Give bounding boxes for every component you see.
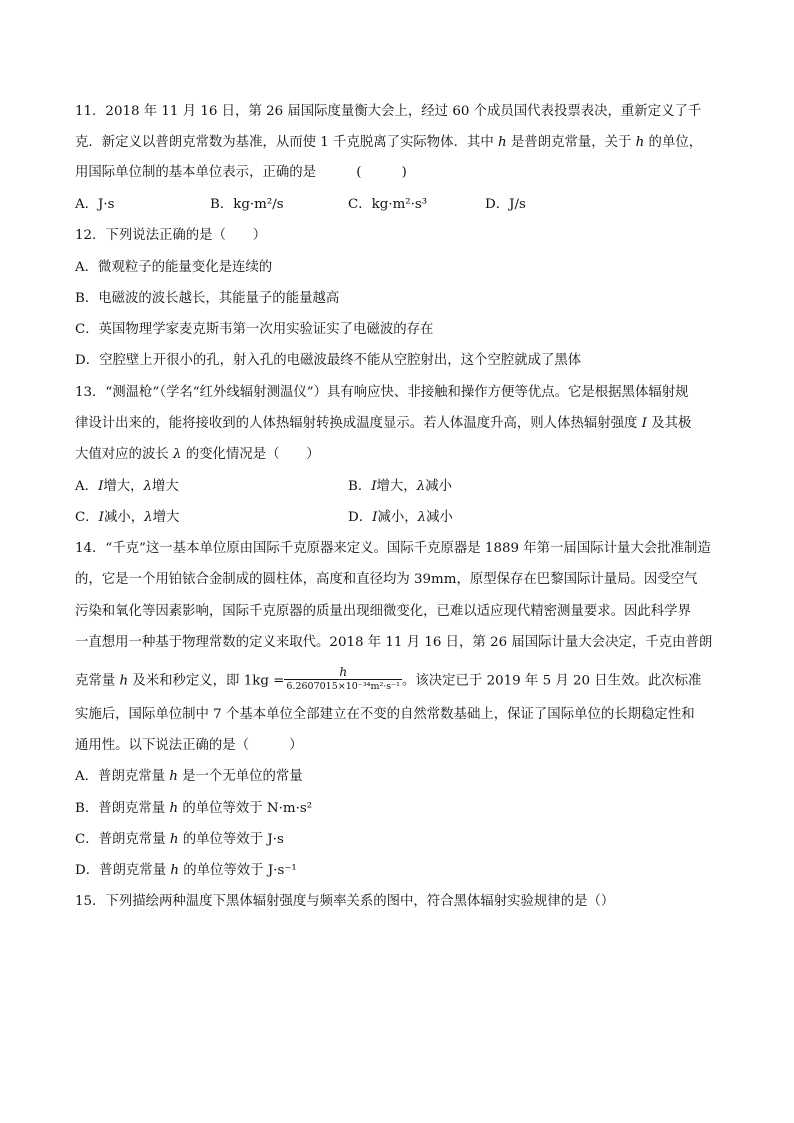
variable-h: h xyxy=(635,135,645,150)
q14-option-b[interactable]: B．普朗克常量 h 的单位等效于 N·m·s² xyxy=(75,801,313,816)
q13-option-c[interactable]: C．I减小，λ增大 xyxy=(75,510,180,525)
q14-option-c[interactable]: C．普朗克常量 h 的单位等效于 J·s xyxy=(75,832,284,847)
q11-option-b[interactable]: B．kg·m²/s xyxy=(210,197,284,212)
variable-h: h xyxy=(498,135,507,150)
q14-stem-line2: 的，它是一个用铂铱合金制成的圆柱体，高度和直径均为 39mm，原型保存在巴黎国际计量局。因受空气 xyxy=(75,572,698,587)
q11-stem-line2: 克．新定义以普朗克常数为基准，从而使 1 千克脱离了实际物体．其中 h 是普朗克常量，关于 h 的单位， xyxy=(75,135,703,150)
q14-stem-line6: 实施后，国际单位制中 7 个基本单位全部建立在不变的自然常数基础上，保证了国际单位的长期稳定性和 xyxy=(75,707,695,722)
q14-stem-line7: 通用性。以下说法正确的是（ ） xyxy=(75,738,303,753)
q11-option-c[interactable]: C．kg·m²·s³ xyxy=(348,197,428,212)
fraction-denominator: 6.2607015×10⁻³⁴m²·s⁻¹ xyxy=(286,681,400,692)
q12-option-d[interactable]: D．空腔壁上开很小的孔，射入孔的电磁波最终不能从空腔射出，这个空腔就成了黑体 xyxy=(75,353,582,368)
q12-option-a[interactable]: A．微观粒子的能量变化是连续的 xyxy=(75,260,273,275)
q13-option-a[interactable]: A．I增大，λ增大 xyxy=(75,479,179,494)
q11-stem-line3: 用国际单位制的基本单位表示，正确的是 ( ) xyxy=(75,165,407,180)
q12-stem: 12．下列说法正确的是（ ） xyxy=(75,228,267,243)
q14-stem-line5: 克常量 h 及米和秒定义，即 1kg = $\frac{h}{\text{6.2607015×10⁻³⁴m²·s⁻¹}}$ 。该决定已于 2019 年 5 月 20 日生效。此次标准 xyxy=(75,665,702,692)
q13-stem-line2: 律设计出来的，能将接收到的人体热辐射转换成温度显示。若人体温度升高，则人体热辐射强度 I 及其极 xyxy=(75,416,692,431)
q14-stem-line3: 污染和氧化等因素影响，国际千克原器的质量出现细微变化，已难以适应现代精密测量要求。因此科学界 xyxy=(75,604,691,619)
q13-stem-line3: 大值对应的波长 λ 的变化情况是（ ） xyxy=(75,447,320,462)
variable-lambda: λ xyxy=(173,447,182,462)
q14-option-d[interactable]: D．普朗克常量 h 的单位等效于 J·s⁻¹ xyxy=(75,863,297,878)
kilogram-definition-fraction xyxy=(284,666,402,692)
q14-stem-line4: 一直想用一种基于物理常数的定义来取代。2018 年 11 月 16 日，第 26 届国际计量大会决定，千克由普朗 xyxy=(75,635,713,650)
q12-option-c[interactable]: C．英国物理学家麦克斯韦第一次用实验证实了电磁波的存在 xyxy=(75,322,434,337)
fraction-numerator: h xyxy=(339,665,348,679)
q13-stem-line1: 13．“测温枪”（学名“红外线辐射测温仪”）具有响应快、非接触和操作方便等优点。它是根据黑体辐射规 xyxy=(75,385,689,400)
q12-option-b[interactable]: B．电磁波的波长越长，其能量子的能量越高 xyxy=(75,291,340,306)
q13-option-d[interactable]: D．I减小，λ减小 xyxy=(348,510,453,525)
variable-i: I xyxy=(641,416,647,431)
q14-stem-line1: 14．“千克”这一基本单位原由国际千克原器来定义。国际千克原器是 1889 年第一届国际计量大会批准制造 xyxy=(75,541,711,556)
q14-option-a[interactable]: A．普朗克常量 h 是一个无单位的常量 xyxy=(75,769,303,784)
q11-option-d[interactable]: D．J/s xyxy=(485,197,526,212)
variable-h: h xyxy=(119,673,129,689)
q11-stem-line1: 11．2018 年 11 月 16 日，第 26 届国际度量衡大会上，经过 60 个成员国代表投票表决，重新定义了千 xyxy=(75,104,702,119)
q11-option-a[interactable]: A．J·s xyxy=(75,197,115,212)
q15-stem: 15．下列描绘两种温度下黑体辐射强度与频率关系的图中，符合黑体辐射实验规律的是（） xyxy=(75,894,615,909)
q13-option-b[interactable]: B．I增大，λ减小 xyxy=(348,479,452,494)
